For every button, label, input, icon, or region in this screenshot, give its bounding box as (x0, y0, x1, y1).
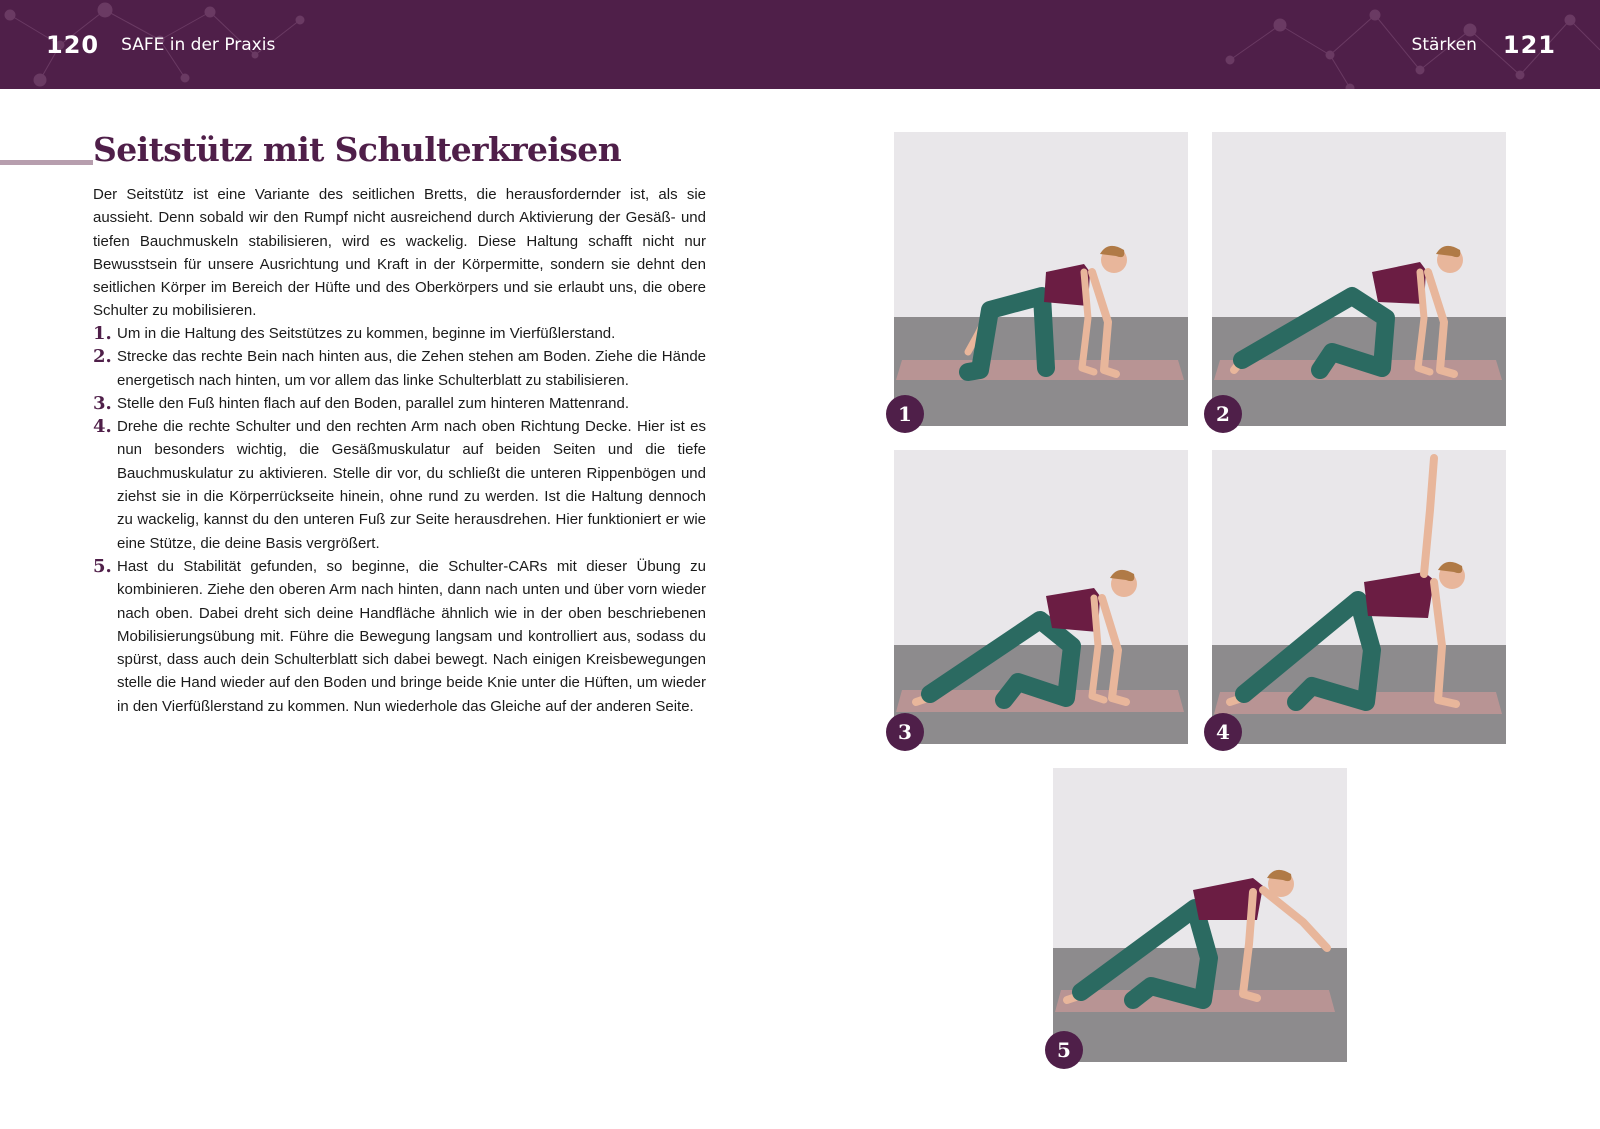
exercise-photo-1 (894, 132, 1188, 426)
step-5 (93, 555, 706, 718)
step-number: 2. (93, 346, 112, 368)
step-4 (93, 415, 706, 555)
step-text: Stelle den Fuß hinten flach auf den Boden, parallel zum hinteren Mattenrand. (117, 394, 629, 412)
exercise-photo-4 (1212, 450, 1506, 744)
figure-illustration-icon (894, 132, 1188, 426)
exercise-photo-3 (894, 450, 1188, 744)
step-2 (93, 345, 706, 392)
right-page-number: 121 (1502, 30, 1556, 59)
step-1 (93, 322, 706, 345)
step-number: 5. (93, 555, 112, 577)
left-section-title: SAFE in der Praxis (121, 34, 276, 55)
step-number: 1. (93, 323, 112, 344)
step-text: Hast du Stabilität gefunden, so beginne, die Schulter-CARs mit dieser Übung zu kombinieren. Ziehe den oberen Arm nach hinten, dann nach unten und über vorn wieder nach oben. Dabei dreht sich deine Handfläche ähnlich wie in der oben beschriebenen Mobilisierungsübung mit. Führe die Bewegung langsam und kontrolliert aus, sodass du spürst, dass auch dein Schulterblatt sich dabei bewegt. Nach einigen Kreisbewegungen stelle die Hand wieder auf den Boden und bringe beide Knie unter die Hüften, um wieder in den Vierfüßlerstand zu kommen. Nun wiederhole das Gleiche auf der anderen Seite. (117, 557, 706, 715)
left-page-number: 120 (46, 30, 100, 59)
step-number: 3. (93, 392, 112, 414)
photo-number-badge-3: 3 (886, 713, 924, 751)
step-text: Drehe die rechte Schulter und den rechten Arm nach oben Richtung Decke. Hier ist es nun besonders wichtig, die Gesäßmuskulatur auf beiden Seiten und die tiefe Bauchmuskulatur zu aktivieren. Stelle dir vor, du schließt die unteren Rippenbögen und ziehst sie in die Körperrückseite hinein, ohne rund zu werden. Ist die Haltung dennoch zu wackelig, kannst du den unteren Fuß zur Seite herausdrehen. Hier funktioniert er wie eine Stütze, die deine Basis vergrößert. (117, 418, 706, 552)
step-number: 4. (93, 416, 112, 438)
exercise-photo-2 (1212, 132, 1506, 426)
photo-number-badge-4: 4 (1204, 713, 1242, 751)
page-header (0, 0, 1600, 89)
figure-illustration-icon (1053, 768, 1347, 1062)
step-text: Um in die Haltung des Seitstützes zu kommen, beginne im Vierfüßlerstand. (117, 325, 616, 342)
figure-illustration-icon (894, 450, 1188, 744)
figure-illustration-icon (1212, 132, 1506, 426)
header-right (1412, 0, 1556, 89)
figure-illustration-icon (1212, 450, 1506, 744)
photo-number-badge-2: 2 (1204, 395, 1242, 433)
exercise-photo-5 (1053, 768, 1347, 1062)
right-section-title: Stärken (1411, 34, 1477, 55)
photo-number-badge-5: 5 (1045, 1031, 1083, 1069)
photo-number-badge-1: 1 (886, 395, 924, 433)
article-title: Seitstütz mit Schulterkreisen (93, 128, 623, 172)
header-left (46, 0, 275, 89)
step-text: Strecke das rechte Bein nach hinten aus, die Zehen stehen am Boden. Ziehe die Hände energetisch nach hinten, um vor allem das linke Schulterblatt zu stabilisieren. (117, 348, 706, 389)
step-3 (93, 392, 706, 415)
step-list (93, 322, 706, 718)
article-intro: Der Seitstütz ist eine Variante des seitlichen Bretts, die herausfordernder ist, als sie aussieht. Denn sobald wir den Rumpf nicht ausreichend durch Aktivierung der Gesäß- und tiefen Bauchmuskeln stabilisieren, wird es wackelig. Diese Haltung schafft nicht nur Bewusstsein für unsere Ausrichtung und Kraft in der Körpermitte, sondern sie dehnt den seitlichen Körper im Bereich der Hüfte und des Oberkörpers und sie erlaubt uns, die obere Schulter zu mobilisieren. (93, 186, 706, 320)
